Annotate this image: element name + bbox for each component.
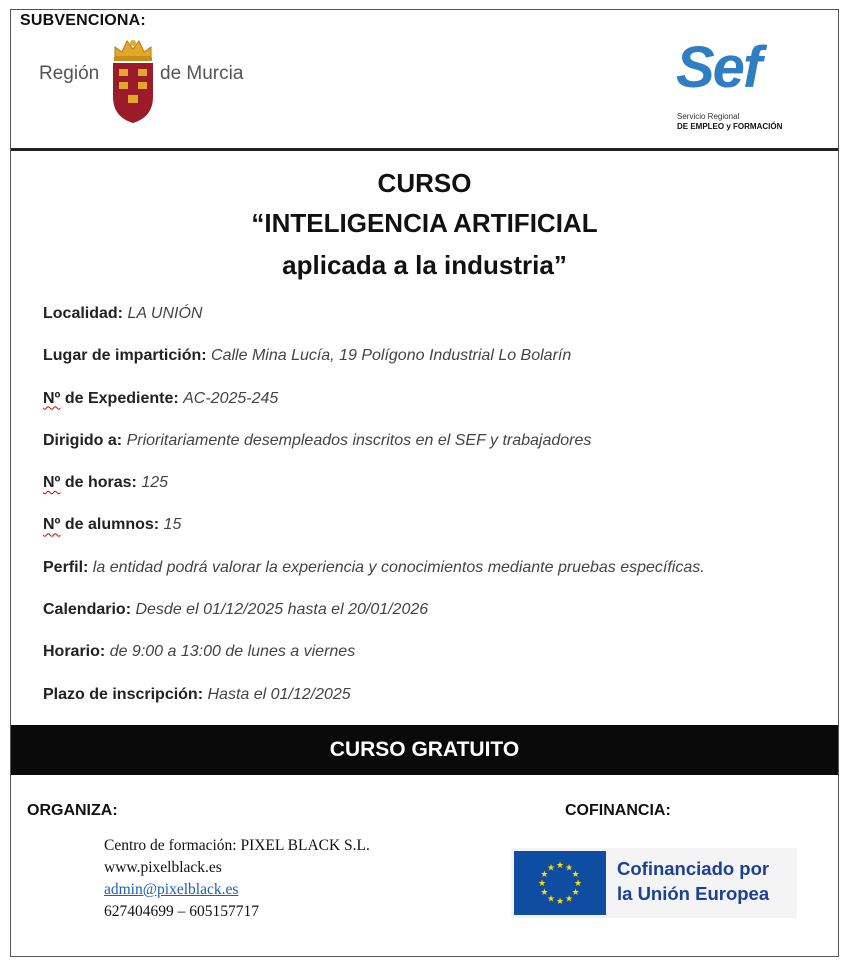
svg-text:★: ★ [540,888,549,898]
svg-text:★: ★ [564,894,574,905]
field-calendario: Calendario: Desde el 01/12/2025 hasta el 20/01/2026 [43,601,429,619]
organizer-phones: 627404699 – 605157717 [104,903,259,920]
svg-text:★: ★ [546,894,556,905]
course-title-line3: aplicada a la industria” [282,250,567,280]
organizer-center: Centro de formación: PIXEL BLACK S.L. [104,837,370,854]
header-divider [11,148,838,151]
field-expediente: Nº de Expediente: AC-2025-245 [43,389,279,407]
svg-text:★: ★ [555,897,565,907]
svg-text:★: ★ [555,861,565,871]
svg-text:★: ★ [546,863,556,874]
sef-logo-word: Sef [676,35,761,100]
field-horario: Horario: de 9:00 a 13:00 de lunes a viernes [43,643,356,661]
field-lugar: Lugar de impartición: Calle Mina Lucía, 19 Polígono Industrial Lo Bolarín [43,347,572,365]
field-dirigido: Dirigido a: Prioritariamente desempleados inscritos en el SEF y trabajadores [43,431,592,449]
murcia-logo-text-right: de Murcia [160,63,244,84]
organizer-contact [104,835,370,923]
region-murcia-logo [39,35,269,125]
organizer-email-link[interactable]: admin@pixelblack.es [104,881,239,898]
svg-text:★: ★ [540,870,549,880]
header [11,10,838,148]
field-plazo: Plazo de inscripción: Hasta el 01/12/2025 [43,685,351,703]
murcia-shield-icon [109,35,157,125]
course-details [43,304,833,727]
organiza-label: ORGANIZA: [27,802,118,819]
eu-flag-icon [514,851,606,915]
svg-text:★: ★ [571,870,580,880]
sef-logo-line1: Servicio Regional [677,112,740,121]
field-alumnos: Nº de alumnos: 15 [43,516,182,534]
svg-text:★: ★ [537,879,547,889]
field-perfil: Perfil: la entidad podrá valorar la experiencia y conocimientos mediante pruebas específicas. [43,558,705,576]
murcia-logo-text-left: Región [39,63,100,84]
course-title-line2: “INTELIGENCIA ARTIFICIAL [251,208,598,238]
field-localidad: Localidad: LA UNIÓN [43,305,203,322]
flyer-frame [10,9,839,957]
cofinancia-label: COFINANCIA: [565,802,671,819]
course-title-line1: CURSO [377,168,472,198]
subvenciona-label: SUBVENCIONA: [20,12,146,29]
svg-text:★: ★ [573,879,583,889]
eu-cofinancing-logo [511,848,797,918]
sef-logo [676,35,806,140]
svg-text:★: ★ [564,863,574,874]
svg-text:★: ★ [571,888,580,898]
eu-text-line2: la Unión Europea [617,883,770,904]
organizer-web-link[interactable]: www.pixelblack.es [104,859,222,876]
eu-text-line1: Cofinanciado por [617,858,770,879]
free-course-banner: CURSO GRATUITO [11,725,838,775]
field-horas: Nº de horas: 125 [43,474,169,492]
sef-logo-line2: DE EMPLEO y FORMACIÓN [677,122,783,131]
